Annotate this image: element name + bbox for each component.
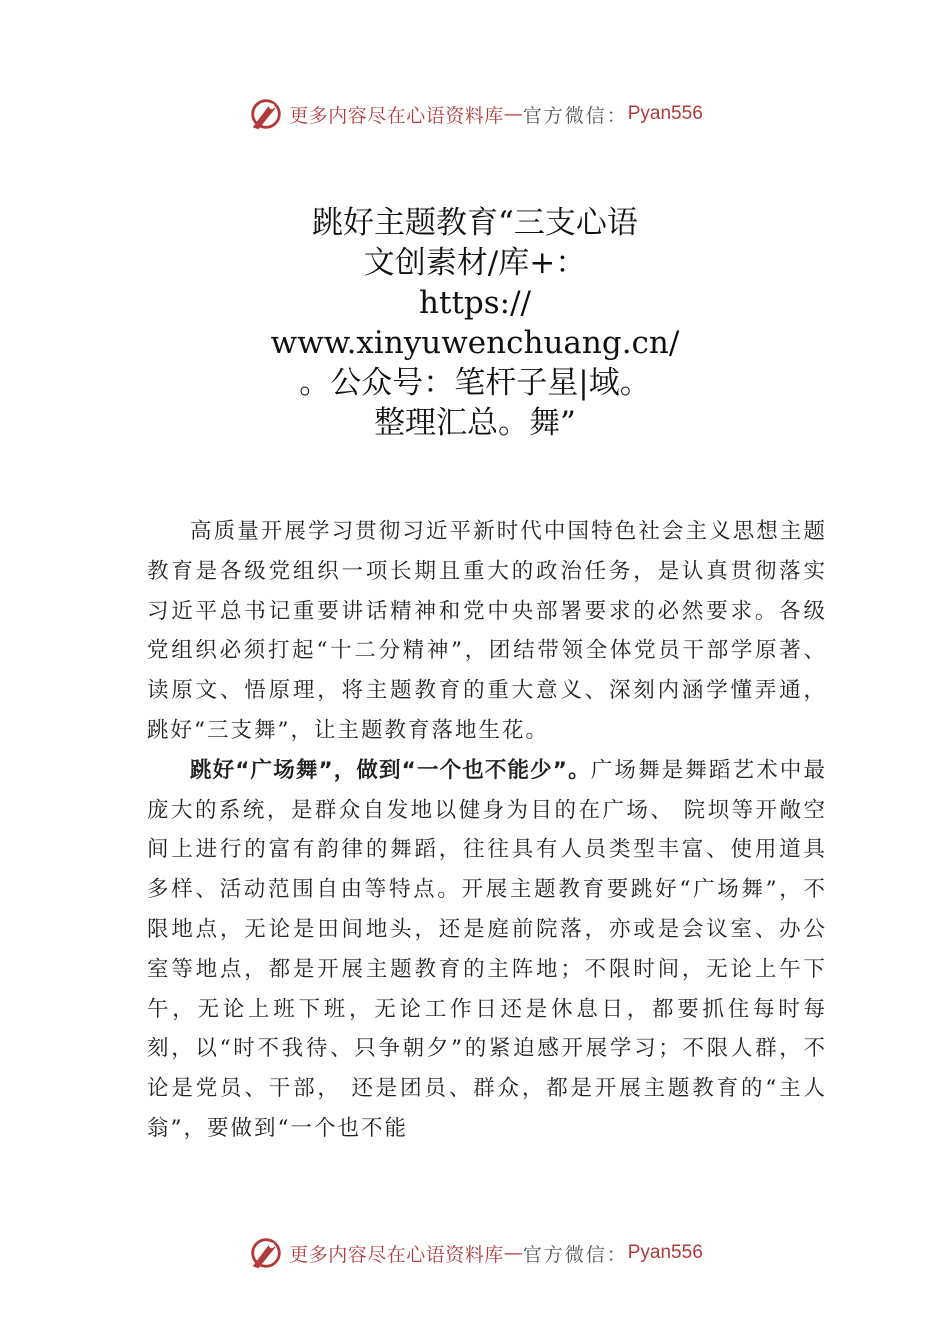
banner-wechat-label: 官方微信： [522,1243,628,1266]
title-line: www.xinyuwenchuang.cn/ [270,325,680,361]
banner-dash: — [503,103,523,125]
banner-wechat-id: Pyan556 [627,103,703,124]
banner-text: 更多内容尽在心语资料库 [289,104,504,127]
pen-nib-circle-icon [247,1234,285,1272]
title-line: 跳好主题教育“三支心语 [312,205,638,241]
banner-dash: — [503,1242,523,1264]
paragraph-text: 广场舞是舞蹈艺术中最庞大的系统，是群众自发地以健身为目的在广场、 院坝等开敞空间上进行的富有韵律的舞蹈，往往具有人员类型丰富、使用道具多样、活动范围自由等特点。开展主题教育要跳好“广场舞”，不限地点，无论是田间地头，还是庭前院落，亦或是会议室、办公室等地点，都是开展主题教育的主阵地；不限时间，无论上午下午，无论上班下班，无论工作日还是休息日，都要抓住每时每刻，以“时不我待、只争朝夕”的紧迫感开展学习；不限人群，不论是党员、干部， 还是团员、群众，都是开展主题教育的“主人翁”，要做到“一个也不能 [147,757,827,1141]
body-paragraph [147,512,827,751]
title-line: 文创素材/库+： [363,245,587,281]
title-line: https:// [419,285,531,321]
footer-banner [0,1233,950,1273]
paragraph-lead: 跳好“广场舞”，做到“一个也不能少”。 [190,757,591,783]
title-line: 。公众号：笔杆子星|域。 [299,365,651,401]
banner-wechat-label: 官方微信： [522,104,628,127]
banner-wechat-id: Pyan556 [627,1242,703,1263]
banner-text: 更多内容尽在心语资料库 [289,1243,504,1266]
title-line: 整理汇总。舞” [374,405,576,441]
body-paragraph [147,751,827,1149]
pen-nib-circle-icon [247,95,285,133]
paragraph-text: 高质量开展学习贯彻习近平新时代中国特色社会主义思想主题教育是各级党组织一项长期且重大的政治任务，是认真贯彻落实习近平总书记重要讲话精神和党中央部署要求的必然要求。各级党组织必须打起“十二分精神”，团结带领全体党员干部学原著、读原文、悟原理，将主题教育的重大意义、深刻内涵学懂弄通，跳好“三支舞”，让主题教育落地生花。 [147,519,827,743]
header-banner [0,94,950,134]
document-body [147,512,827,1149]
document-title [200,203,750,443]
